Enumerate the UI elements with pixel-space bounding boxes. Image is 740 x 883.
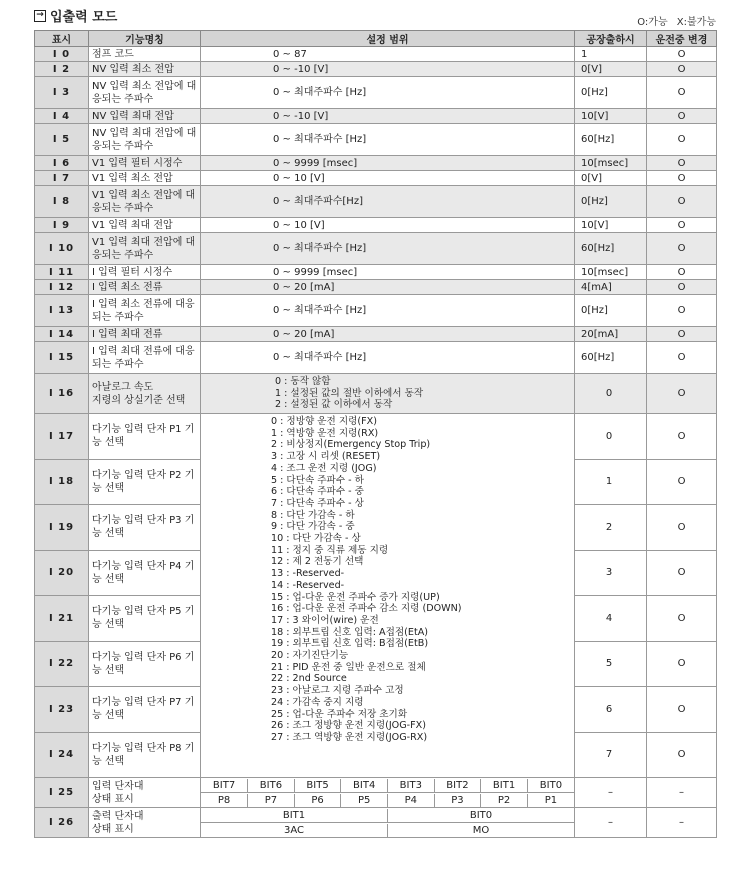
function-option: 8 : 다단 가감속 - 하 (271, 509, 355, 521)
param-code: I 11 (35, 265, 89, 280)
param-name (89, 778, 201, 808)
terms-cell: 3AC (201, 824, 388, 837)
param-change: O (647, 732, 717, 778)
param-code: I 15 (35, 342, 89, 374)
bits-cell: BIT1 (481, 779, 528, 792)
param-name: NV 입력 최대 전압 (89, 109, 201, 124)
range-option: 0 : 동작 않함 (275, 376, 331, 387)
header-default: 공장출하시 (575, 31, 647, 47)
bits-cell: BIT3 (388, 779, 435, 792)
range-option: 1 : 설정된 값의 절반 이하에서 동작 (275, 387, 424, 399)
param-code: I 18 (35, 459, 89, 505)
table-row (35, 414, 717, 460)
param-name (89, 374, 201, 414)
bits-cell: BIT1 (201, 809, 388, 822)
param-code: I 16 (35, 374, 89, 414)
name-line: 아날로그 속도 (92, 381, 154, 393)
terms-row (201, 823, 575, 838)
table-row (35, 77, 717, 109)
function-option: 7 : 다단속 주파수 - 상 (271, 497, 364, 509)
header-range: 설정 범위 (201, 31, 575, 47)
param-code: I 22 (35, 641, 89, 687)
param-range: 0 ~ 최대주파수[Hz] (201, 186, 575, 218)
table-row (35, 124, 717, 156)
param-name: I 입력 최대 전류에 대응 되는 주파수 (89, 342, 201, 374)
param-default: 0[Hz] (575, 77, 647, 109)
table-row (35, 778, 717, 793)
param-code: I 12 (35, 280, 89, 295)
param-range: 0 ~ 최대주파수 [Hz] (201, 342, 575, 374)
param-code: I 13 (35, 295, 89, 327)
param-change: O (647, 459, 717, 505)
param-code: I 6 (35, 156, 89, 171)
bits-cell: BIT0 (469, 809, 493, 821)
param-default: – (575, 808, 647, 838)
param-default: 0 (575, 374, 647, 414)
param-code: I 7 (35, 171, 89, 186)
function-option: 17 : 3 와이어(wire) 운전 (271, 614, 379, 626)
param-default: – (575, 778, 647, 808)
param-change: O (647, 295, 717, 327)
param-range: 0 ~ 20 [mA] (201, 280, 575, 295)
param-default: 10[V] (575, 218, 647, 233)
io-mode-table (34, 30, 717, 838)
param-name: 다기능 입력 단자 P3 기능 선택 (89, 505, 201, 551)
table-header-row (35, 31, 717, 47)
param-code: I 9 (35, 218, 89, 233)
terms-cell: MO (472, 824, 490, 836)
range-option: 2 : 설정된 값 이하에서 동작 (275, 399, 393, 411)
param-name: V1 입력 최대 전압 (89, 218, 201, 233)
param-change: O (647, 124, 717, 156)
param-range: 0 ~ 최대주파수 [Hz] (201, 295, 575, 327)
function-option: 13 : -Reserved- (271, 568, 345, 580)
bits-cell: BIT7 (201, 779, 248, 792)
name-line: 지령의 상실기준 선택 (92, 394, 186, 406)
section-title-text: 입출력 모드 (50, 10, 118, 25)
param-change: O (647, 550, 717, 596)
param-range: 0 ~ 최대주파수 [Hz] (201, 124, 575, 156)
param-change: O (647, 218, 717, 233)
table-row (35, 280, 717, 295)
param-code: I 25 (35, 778, 89, 808)
header-name: 기능명칭 (89, 31, 201, 47)
header-code: 표시 (35, 31, 89, 47)
header-change: 운전중 변경 (647, 31, 717, 47)
function-option: 19 : 외부트립 신호 입력: B접점(EtB) (271, 638, 429, 650)
table-row (35, 47, 717, 62)
param-default: 0[Hz] (575, 186, 647, 218)
param-default: 10[msec] (575, 265, 647, 280)
bits-cell: BIT6 (248, 779, 295, 792)
table-row (35, 233, 717, 265)
bits-cell: BIT0 (539, 779, 563, 791)
param-change: O (647, 109, 717, 124)
table-row (35, 374, 717, 414)
param-name: NV 입력 최소 전압에 대응되는 주파수 (89, 77, 201, 109)
section-title (34, 6, 117, 25)
param-code: I 17 (35, 414, 89, 460)
bits-row (201, 808, 575, 823)
param-name: V1 입력 최소 전압 (89, 171, 201, 186)
param-change: O (647, 280, 717, 295)
table-row (35, 327, 717, 342)
terms-cell: P6 (294, 794, 341, 807)
param-default: 5 (575, 641, 647, 687)
terms-cell: P3 (434, 794, 481, 807)
param-name: 다기능 입력 단자 P1 기능 선택 (89, 414, 201, 460)
function-option: 18 : 외부트립 신호 입력: A접점(EtA) (271, 626, 429, 638)
param-change: – (647, 778, 717, 808)
param-change: O (647, 62, 717, 77)
table-row (35, 171, 717, 186)
param-name: I 입력 필터 시정수 (89, 265, 201, 280)
param-code: I 0 (35, 47, 89, 62)
param-code: I 14 (35, 327, 89, 342)
function-option: 10 : 다단 가감속 - 상 (271, 533, 361, 545)
legend-impossible: X:불가능 (676, 17, 716, 28)
terms-cell: P2 (481, 794, 528, 807)
param-change: O (647, 171, 717, 186)
param-default: 1 (575, 459, 647, 505)
param-range: 0 ~ 20 [mA] (201, 327, 575, 342)
function-option: 15 : 업-다운 운전 주파수 증가 지령(UP) (271, 591, 440, 603)
param-range: 0 ~ 최대주파수 [Hz] (201, 77, 575, 109)
bits-cell: BIT5 (294, 779, 341, 792)
param-default: 0[V] (575, 62, 647, 77)
table-row (35, 342, 717, 374)
param-code: I 5 (35, 124, 89, 156)
bits-cell: BIT2 (434, 779, 481, 792)
function-option: 5 : 다단속 주파수 - 하 (271, 474, 364, 486)
param-name: 다기능 입력 단자 P7 기능 선택 (89, 687, 201, 733)
param-code: I 4 (35, 109, 89, 124)
param-code: I 24 (35, 732, 89, 778)
name-line: 입력 단자대 (92, 780, 144, 792)
param-code: I 19 (35, 505, 89, 551)
param-code: I 10 (35, 233, 89, 265)
param-change: O (647, 342, 717, 374)
terms-cell: P1 (544, 794, 558, 806)
param-default: 7 (575, 732, 647, 778)
param-range: 0 ~ 9999 [msec] (201, 265, 575, 280)
param-default: 6 (575, 687, 647, 733)
param-default: 60[Hz] (575, 124, 647, 156)
param-default: 2 (575, 505, 647, 551)
param-default: 4 (575, 596, 647, 642)
param-change: O (647, 77, 717, 109)
function-option: 9 : 다단 가감속 - 중 (271, 521, 355, 533)
terms-cell: P7 (248, 794, 295, 807)
terms-cell: P5 (341, 794, 388, 807)
function-option: 1 : 역방향 운전 지령(RX) (271, 427, 379, 439)
param-change: O (647, 374, 717, 414)
function-option: 26 : 조그 정방향 운전 지령(JOG-FX) (271, 720, 426, 732)
param-change: O (647, 505, 717, 551)
param-code: I 3 (35, 77, 89, 109)
param-change: O (647, 156, 717, 171)
function-option: 6 : 다단속 주파수 - 중 (271, 486, 364, 498)
param-change: O (647, 641, 717, 687)
table-row (35, 265, 717, 280)
param-default: 1 (575, 47, 647, 62)
table-row (35, 295, 717, 327)
param-range (201, 374, 575, 414)
param-default: 4[mA] (575, 280, 647, 295)
param-change: O (647, 596, 717, 642)
legend (631, 13, 716, 28)
param-range: 0 ~ 9999 [msec] (201, 156, 575, 171)
param-name: NV 입력 최대 전압에 대응되는 주파수 (89, 124, 201, 156)
param-change: O (647, 327, 717, 342)
param-default: 10[msec] (575, 156, 647, 171)
param-change: – (647, 808, 717, 838)
param-default: 0[Hz] (575, 295, 647, 327)
table-row (35, 218, 717, 233)
param-change: O (647, 233, 717, 265)
function-option: 14 : -Reserved- (271, 579, 345, 591)
function-option: 2 : 비상정지(Emergency Stop Trip) (271, 439, 431, 451)
table-row (35, 808, 717, 823)
param-name: 다기능 입력 단자 P8 기능 선택 (89, 732, 201, 778)
function-option: 27 : 조그 역방향 운전 지령(JOG-RX) (271, 731, 428, 743)
param-default: 0 (575, 414, 647, 460)
terms-cell: P8 (201, 794, 248, 807)
function-option: 11 : 정지 중 직류 제동 지령 (271, 544, 389, 556)
param-range: 0 ~ -10 [V] (201, 62, 575, 77)
function-option: 22 : 2nd Source (271, 673, 347, 685)
param-name: I 입력 최소 전류에 대응되는 주파수 (89, 295, 201, 327)
name-line: 상태 표시 (92, 793, 134, 805)
function-option: 23 : 아날로그 지령 주파수 고정 (271, 685, 404, 697)
param-name: 다기능 입력 단자 P2 기능 선택 (89, 459, 201, 505)
arrow-box-icon: → (34, 10, 46, 22)
param-default: 60[Hz] (575, 342, 647, 374)
param-name (89, 808, 201, 838)
terms-row (201, 793, 575, 808)
table-row (35, 109, 717, 124)
param-default: 60[Hz] (575, 233, 647, 265)
param-default: 0[V] (575, 171, 647, 186)
table-row (35, 156, 717, 171)
param-range: 0 ~ -10 [V] (201, 109, 575, 124)
function-option: 21 : PID 운전 중 일반 운전으로 절체 (271, 661, 426, 673)
function-option: 16 : 업-다운 운전 주파수 감소 지령 (DOWN) (271, 603, 462, 615)
terms-cell: P4 (388, 794, 435, 807)
bits-row (201, 778, 575, 793)
param-default: 10[V] (575, 109, 647, 124)
param-name: 점프 코드 (89, 47, 201, 62)
section-header (0, 0, 740, 28)
function-option: 3 : 고장 시 리셋 (RESET) (271, 451, 381, 463)
param-change: O (647, 265, 717, 280)
param-code: I 21 (35, 596, 89, 642)
param-code: I 20 (35, 550, 89, 596)
legend-possible: O:가능 (637, 17, 668, 28)
name-line: 출력 단자대 (92, 810, 144, 822)
function-option: 0 : 정방향 운전 지령(FX) (271, 416, 377, 427)
param-range: 0 ~ 최대주파수 [Hz] (201, 233, 575, 265)
param-change: O (647, 186, 717, 218)
param-name: V1 입력 최대 전압에 대응되는 주파수 (89, 233, 201, 265)
param-name: 다기능 입력 단자 P6 기능 선택 (89, 641, 201, 687)
table-row (35, 186, 717, 218)
param-range (201, 414, 575, 778)
param-default: 3 (575, 550, 647, 596)
bits-cell: BIT4 (341, 779, 388, 792)
param-change: O (647, 414, 717, 460)
param-range: 0 ~ 10 [V] (201, 171, 575, 186)
param-name: 다기능 입력 단자 P4 기능 선택 (89, 550, 201, 596)
param-code: I 8 (35, 186, 89, 218)
function-option: 4 : 조그 운전 지령 (JOG) (271, 462, 377, 474)
param-name: V1 입력 최소 전압에 대응되는 주파수 (89, 186, 201, 218)
param-name: 다기능 입력 단자 P5 기능 선택 (89, 596, 201, 642)
param-range: 0 ~ 87 (201, 47, 575, 62)
function-option: 25 : 업-다운 주파수 저장 초기화 (271, 708, 408, 720)
param-name: V1 입력 필터 시정수 (89, 156, 201, 171)
param-default: 20[mA] (575, 327, 647, 342)
param-change: O (647, 687, 717, 733)
param-code: I 2 (35, 62, 89, 77)
param-change: O (647, 47, 717, 62)
function-option: 12 : 제 2 전동기 선택 (271, 556, 364, 568)
table-row (35, 62, 717, 77)
param-name: NV 입력 최소 전압 (89, 62, 201, 77)
param-name: I 입력 최대 전류 (89, 327, 201, 342)
name-line: 상태 표시 (92, 823, 134, 835)
function-option: 20 : 자기진단기능 (271, 650, 349, 662)
param-code: I 23 (35, 687, 89, 733)
param-name: I 입력 최소 전류 (89, 280, 201, 295)
function-option: 24 : 가감속 중지 지령 (271, 696, 364, 708)
param-code: I 26 (35, 808, 89, 838)
param-range: 0 ~ 10 [V] (201, 218, 575, 233)
